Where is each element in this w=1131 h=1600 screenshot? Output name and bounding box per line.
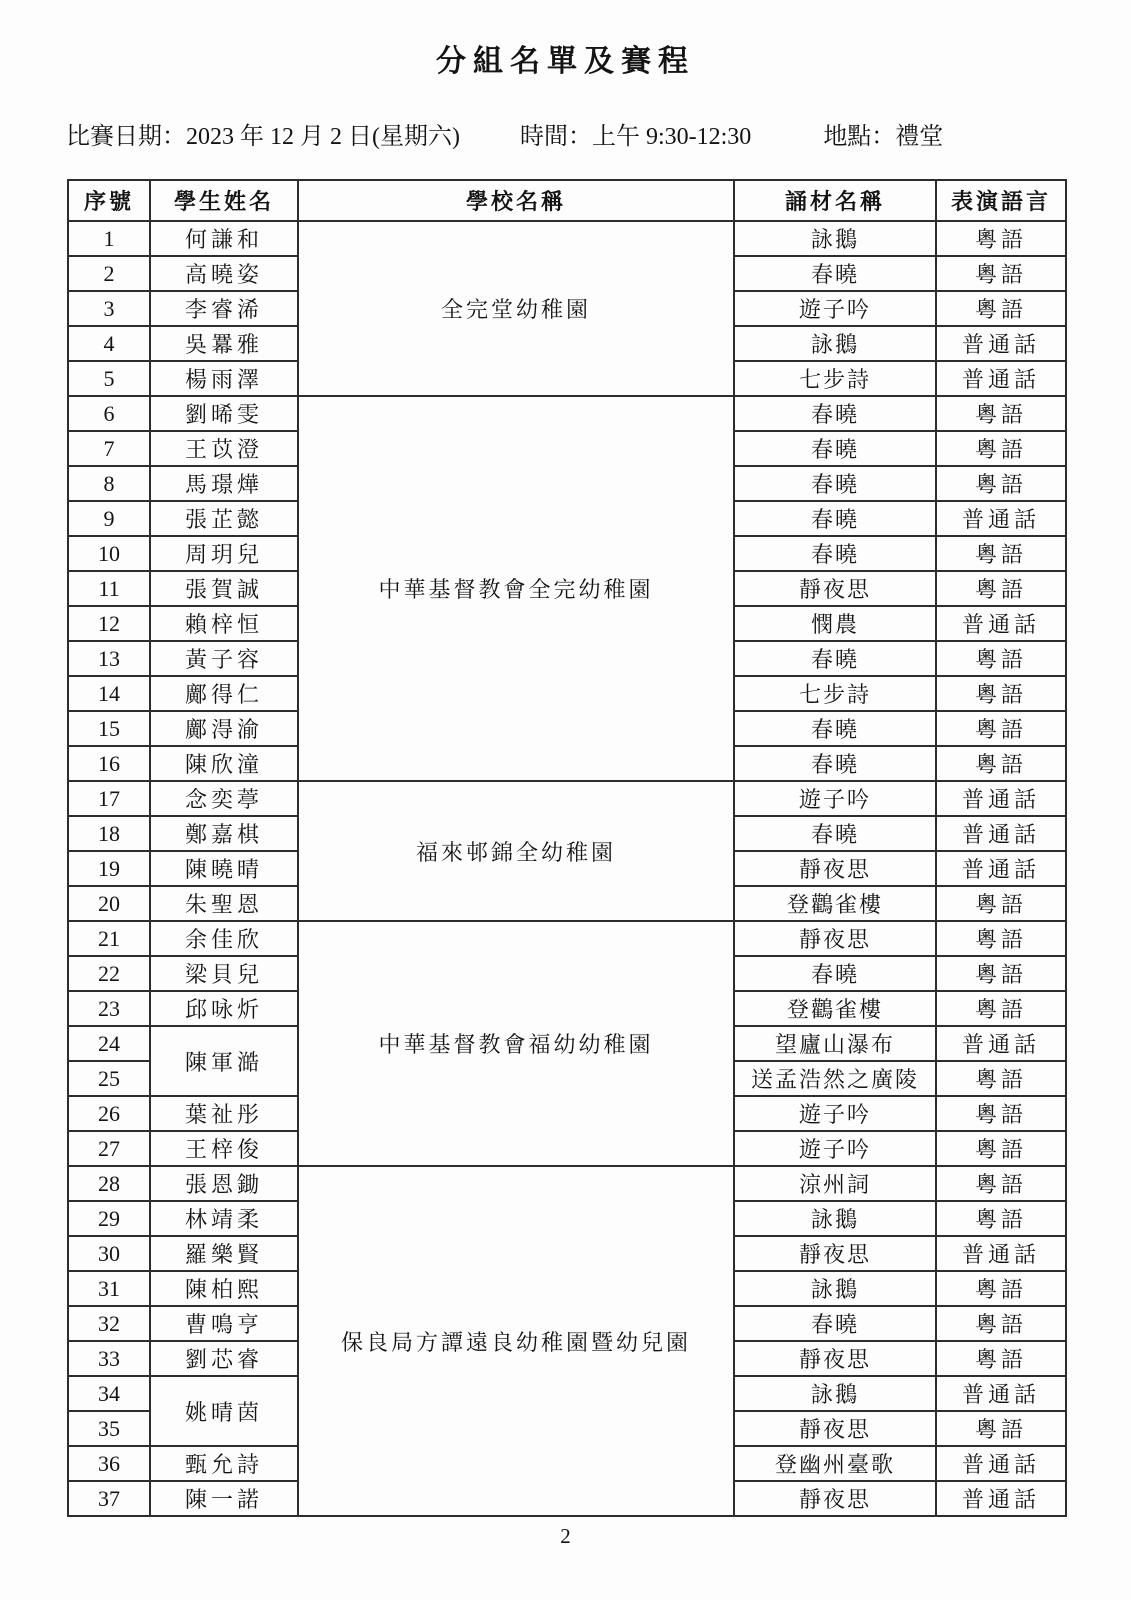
name-cell: 張賀誠	[150, 571, 298, 606]
name-cell: 陳軍澔	[150, 1026, 298, 1096]
lang-cell: 普通話	[936, 326, 1066, 361]
poem-cell: 春曉	[734, 501, 936, 536]
page-title: 分組名單及賽程	[436, 45, 695, 78]
seq-cell: 24	[68, 1026, 150, 1061]
poem-cell: 春曉	[734, 466, 936, 501]
name-cell: 賴梓恒	[150, 606, 298, 641]
name-cell: 余佳欣	[150, 921, 298, 956]
poem-cell: 春曉	[734, 396, 936, 431]
poem-cell: 登幽州臺歌	[734, 1446, 936, 1481]
poem-cell: 春曉	[734, 746, 936, 781]
header-seq: 序號	[68, 180, 150, 221]
lang-cell: 粵語	[936, 1341, 1066, 1376]
name-cell: 鄭嘉棋	[150, 816, 298, 851]
lang-cell: 粵語	[936, 571, 1066, 606]
seq-cell: 12	[68, 606, 150, 641]
seq-cell: 14	[68, 676, 150, 711]
competition-time: 時間：上午 9:30-12:30	[519, 124, 752, 150]
poem-cell: 送孟浩然之廣陵	[734, 1061, 936, 1096]
seq-cell: 9	[68, 501, 150, 536]
seq-cell: 17	[68, 781, 150, 816]
name-cell: 葉祉彤	[150, 1096, 298, 1131]
poem-cell: 遊子吟	[734, 1096, 936, 1131]
lang-cell: 普通話	[936, 816, 1066, 851]
seq-cell: 6	[68, 396, 150, 431]
seq-cell: 34	[68, 1376, 150, 1411]
name-cell: 劉芯睿	[150, 1341, 298, 1376]
poem-cell: 靜夜思	[734, 1236, 936, 1271]
roster-table	[67, 179, 1067, 1517]
lang-cell: 粵語	[936, 221, 1066, 256]
name-cell: 李睿浠	[150, 291, 298, 326]
info-line	[66, 116, 1131, 151]
poem-cell: 靜夜思	[734, 1411, 936, 1446]
seq-cell: 35	[68, 1411, 150, 1446]
poem-cell: 春曉	[734, 956, 936, 991]
name-cell: 何謙和	[150, 221, 298, 256]
header-lang: 表演語言	[936, 180, 1066, 221]
poem-cell: 詠鵝	[734, 1271, 936, 1306]
poem-cell: 靜夜思	[734, 571, 936, 606]
table-header-row	[68, 180, 1066, 221]
poem-cell: 遊子吟	[734, 781, 936, 816]
seq-cell: 8	[68, 466, 150, 501]
name-cell: 羅樂賢	[150, 1236, 298, 1271]
name-cell: 高曉姿	[150, 256, 298, 291]
seq-cell: 18	[68, 816, 150, 851]
lang-cell: 粵語	[936, 1201, 1066, 1236]
table-body	[68, 221, 1066, 1516]
lang-cell: 粵語	[936, 991, 1066, 1026]
name-cell: 鄺淂渝	[150, 711, 298, 746]
name-cell: 王梓俊	[150, 1131, 298, 1166]
table-row	[68, 781, 1066, 816]
lang-cell: 粵語	[936, 886, 1066, 921]
lang-cell: 粵語	[936, 396, 1066, 431]
seq-cell: 23	[68, 991, 150, 1026]
school-cell: 全完堂幼稚園	[298, 221, 734, 396]
poem-cell: 靜夜思	[734, 921, 936, 956]
name-cell: 朱聖恩	[150, 886, 298, 921]
competition-date: 比賽日期：2023 年 12 月 2 日(星期六)	[66, 124, 460, 150]
name-cell: 黃子容	[150, 641, 298, 676]
seq-cell: 31	[68, 1271, 150, 1306]
lang-cell: 粵語	[936, 1271, 1066, 1306]
header-school: 學校名稱	[298, 180, 734, 221]
name-cell: 曹鳴亨	[150, 1306, 298, 1341]
seq-cell: 5	[68, 361, 150, 396]
lang-cell: 普通話	[936, 361, 1066, 396]
seq-cell: 15	[68, 711, 150, 746]
poem-cell: 春曉	[734, 816, 936, 851]
lang-cell: 粵語	[936, 431, 1066, 466]
name-cell: 吳羃雅	[150, 326, 298, 361]
seq-cell: 36	[68, 1446, 150, 1481]
lang-cell: 普通話	[936, 1376, 1066, 1411]
poem-cell: 詠鵝	[734, 1201, 936, 1236]
lang-cell: 粵語	[936, 1306, 1066, 1341]
name-cell: 陳柏熙	[150, 1271, 298, 1306]
name-cell: 鄺得仁	[150, 676, 298, 711]
poem-cell: 七步詩	[734, 361, 936, 396]
name-cell: 劉晞雯	[150, 396, 298, 431]
seq-cell: 4	[68, 326, 150, 361]
school-cell: 中華基督教會福幼幼稚園	[298, 921, 734, 1166]
poem-cell: 詠鵝	[734, 221, 936, 256]
lang-cell: 粵語	[936, 1411, 1066, 1446]
lang-cell: 粵語	[936, 676, 1066, 711]
name-cell: 張恩鋤	[150, 1166, 298, 1201]
lang-cell: 普通話	[936, 1236, 1066, 1271]
name-cell: 陳欣潼	[150, 746, 298, 781]
lang-cell: 普通話	[936, 606, 1066, 641]
seq-cell: 28	[68, 1166, 150, 1201]
lang-cell: 普通話	[936, 851, 1066, 886]
seq-cell: 32	[68, 1306, 150, 1341]
school-cell: 中華基督教會全完幼稚園	[298, 396, 734, 781]
lang-cell: 粵語	[936, 921, 1066, 956]
poem-cell: 登鸛雀樓	[734, 886, 936, 921]
school-cell: 福來邨錦全幼稚園	[298, 781, 734, 921]
name-cell: 周玥兒	[150, 536, 298, 571]
lang-cell: 普通話	[936, 1446, 1066, 1481]
seq-cell: 30	[68, 1236, 150, 1271]
poem-cell: 春曉	[734, 431, 936, 466]
seq-cell: 13	[68, 641, 150, 676]
seq-cell: 21	[68, 921, 150, 956]
seq-cell: 29	[68, 1201, 150, 1236]
poem-cell: 七步詩	[734, 676, 936, 711]
name-cell: 張芷懿	[150, 501, 298, 536]
seq-cell: 22	[68, 956, 150, 991]
header-poem: 誦材名稱	[734, 180, 936, 221]
name-cell: 陳一諾	[150, 1481, 298, 1516]
name-cell: 梁貝兒	[150, 956, 298, 991]
table-row	[68, 221, 1066, 256]
lang-cell: 普通話	[936, 781, 1066, 816]
poem-cell: 靜夜思	[734, 851, 936, 886]
seq-cell: 10	[68, 536, 150, 571]
lang-cell: 粵語	[936, 291, 1066, 326]
name-cell: 馬璟燁	[150, 466, 298, 501]
table-row	[68, 396, 1066, 431]
poem-cell: 遊子吟	[734, 1131, 936, 1166]
seq-cell: 19	[68, 851, 150, 886]
lang-cell: 粵語	[936, 256, 1066, 291]
table-row	[68, 921, 1066, 956]
poem-cell: 遊子吟	[734, 291, 936, 326]
competition-venue: 地點：禮堂	[823, 124, 944, 150]
lang-cell: 粵語	[936, 1061, 1066, 1096]
lang-cell: 普通話	[936, 1481, 1066, 1516]
seq-cell: 37	[68, 1481, 150, 1516]
lang-cell: 粵語	[936, 641, 1066, 676]
name-cell: 王苡澄	[150, 431, 298, 466]
poem-cell: 望廬山瀑布	[734, 1026, 936, 1061]
poem-cell: 詠鵝	[734, 1376, 936, 1411]
table-row	[68, 1166, 1066, 1201]
poem-cell: 春曉	[734, 1306, 936, 1341]
seq-cell: 25	[68, 1061, 150, 1096]
lang-cell: 粵語	[936, 956, 1066, 991]
seq-cell: 20	[68, 886, 150, 921]
lang-cell: 粵語	[936, 1131, 1066, 1166]
poem-cell: 春曉	[734, 711, 936, 746]
lang-cell: 粵語	[936, 1096, 1066, 1131]
name-cell: 林靖柔	[150, 1201, 298, 1236]
seq-cell: 1	[68, 221, 150, 256]
seq-cell: 3	[68, 291, 150, 326]
seq-cell: 7	[68, 431, 150, 466]
lang-cell: 粵語	[936, 711, 1066, 746]
poem-cell: 憫農	[734, 606, 936, 641]
page-number: 2	[560, 1524, 571, 1548]
poem-cell: 詠鵝	[734, 326, 936, 361]
seq-cell: 16	[68, 746, 150, 781]
poem-cell: 靜夜思	[734, 1341, 936, 1376]
seq-cell: 27	[68, 1131, 150, 1166]
name-cell: 邱咏炘	[150, 991, 298, 1026]
seq-cell: 11	[68, 571, 150, 606]
seq-cell: 26	[68, 1096, 150, 1131]
poem-cell: 涼州詞	[734, 1166, 936, 1201]
name-cell: 楊雨澤	[150, 361, 298, 396]
lang-cell: 普通話	[936, 1026, 1066, 1061]
poem-cell: 春曉	[734, 641, 936, 676]
lang-cell: 普通話	[936, 501, 1066, 536]
poem-cell: 登鸛雀樓	[734, 991, 936, 1026]
lang-cell: 粵語	[936, 746, 1066, 781]
poem-cell: 靜夜思	[734, 1481, 936, 1516]
school-cell: 保良局方譚遠良幼稚園暨幼兒園	[298, 1166, 734, 1516]
lang-cell: 粵語	[936, 1166, 1066, 1201]
header-name: 學生姓名	[150, 180, 298, 221]
name-cell: 甄允詩	[150, 1446, 298, 1481]
lang-cell: 粵語	[936, 466, 1066, 501]
name-cell: 陳曉晴	[150, 851, 298, 886]
lang-cell: 粵語	[936, 536, 1066, 571]
seq-cell: 33	[68, 1341, 150, 1376]
poem-cell: 春曉	[734, 536, 936, 571]
seq-cell: 2	[68, 256, 150, 291]
name-cell: 姚晴茵	[150, 1376, 298, 1446]
name-cell: 念奕葶	[150, 781, 298, 816]
poem-cell: 春曉	[734, 256, 936, 291]
